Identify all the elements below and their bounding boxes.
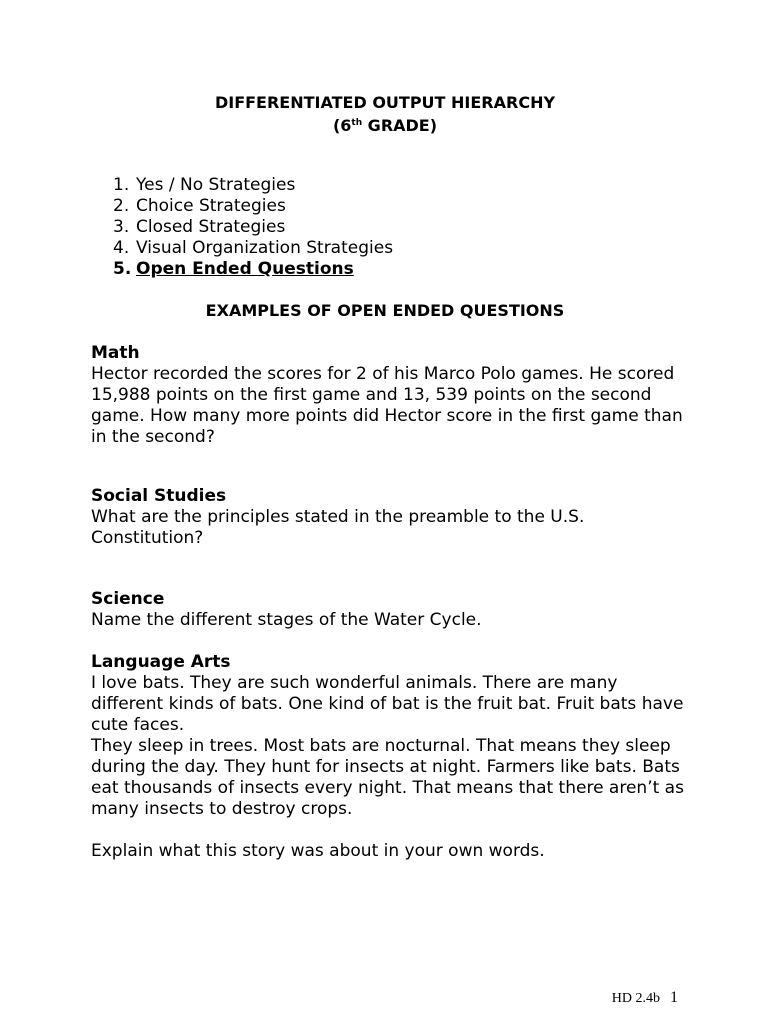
math-question: Hector recorded the scores for 2 of his Marco Polo games. He scored 15,988 points on the first game and 13, 539 points on the second game. How many more points did Hector score in the first game than in the second? — [91, 364, 683, 447]
page-number: 1 — [670, 989, 678, 1006]
social-studies-section — [91, 486, 691, 549]
language-arts-heading: Language Arts — [91, 652, 231, 672]
story-paragraph-1: I love bats. They are such wonderful animals. There are many different kinds of bats. One kind of bat is the fruit bat. Fruit bats have cute faces. — [91, 673, 684, 735]
item-number: 3. — [113, 217, 130, 237]
social-studies-question: What are the principles stated in the preamble to the U.S. Constitution? — [91, 507, 585, 548]
item-number: 1. — [113, 175, 130, 195]
item-text: Choice Strategies — [136, 196, 286, 216]
item-text: Closed Strategies — [136, 217, 286, 237]
page-subtitle — [0, 116, 770, 136]
page-footer — [612, 989, 678, 1007]
item-number: 5. — [113, 259, 132, 279]
examples-heading: EXAMPLES OF OPEN ENDED QUESTIONS — [205, 301, 565, 320]
hierarchy-item — [113, 196, 393, 217]
math-heading: Math — [91, 343, 140, 363]
hierarchy-item — [113, 238, 393, 259]
handout-code: HD 2.4b — [611, 991, 660, 1006]
science-heading: Science — [91, 589, 165, 609]
science-question: Name the different stages of the Water Cycle. — [91, 610, 482, 630]
item-text: Visual Organization Strategies — [136, 238, 394, 258]
math-section — [91, 343, 691, 448]
item-number: 4. — [113, 238, 130, 258]
grade-prefix: (6 — [332, 116, 352, 135]
social-studies-heading: Social Studies — [91, 486, 227, 506]
grade-suffix: GRADE) — [362, 116, 438, 135]
language-arts-question: Explain what this story was about in your own words. — [91, 841, 545, 861]
hierarchy-item-highlighted — [113, 259, 393, 280]
title-line-1: DIFFERENTIATED OUTPUT HIERARCHY — [214, 93, 556, 112]
grade-superscript: th — [351, 118, 363, 128]
page-title — [0, 93, 770, 113]
hierarchy-list — [113, 175, 393, 280]
hierarchy-item — [113, 175, 393, 196]
item-text: Open Ended Questions — [136, 259, 354, 279]
item-number: 2. — [113, 196, 130, 216]
hierarchy-item — [113, 217, 393, 238]
language-arts-section — [91, 652, 691, 862]
story-paragraph-2: They sleep in trees. Most bats are nocturnal. That means they sleep during the day. They hunt for insects at night. Farmers like bats. Bats eat thousands of insects every night. That means that there aren’t as many insects to destroy crops. — [91, 736, 684, 819]
science-section — [91, 589, 691, 631]
item-text: Yes / No Strategies — [136, 175, 296, 195]
